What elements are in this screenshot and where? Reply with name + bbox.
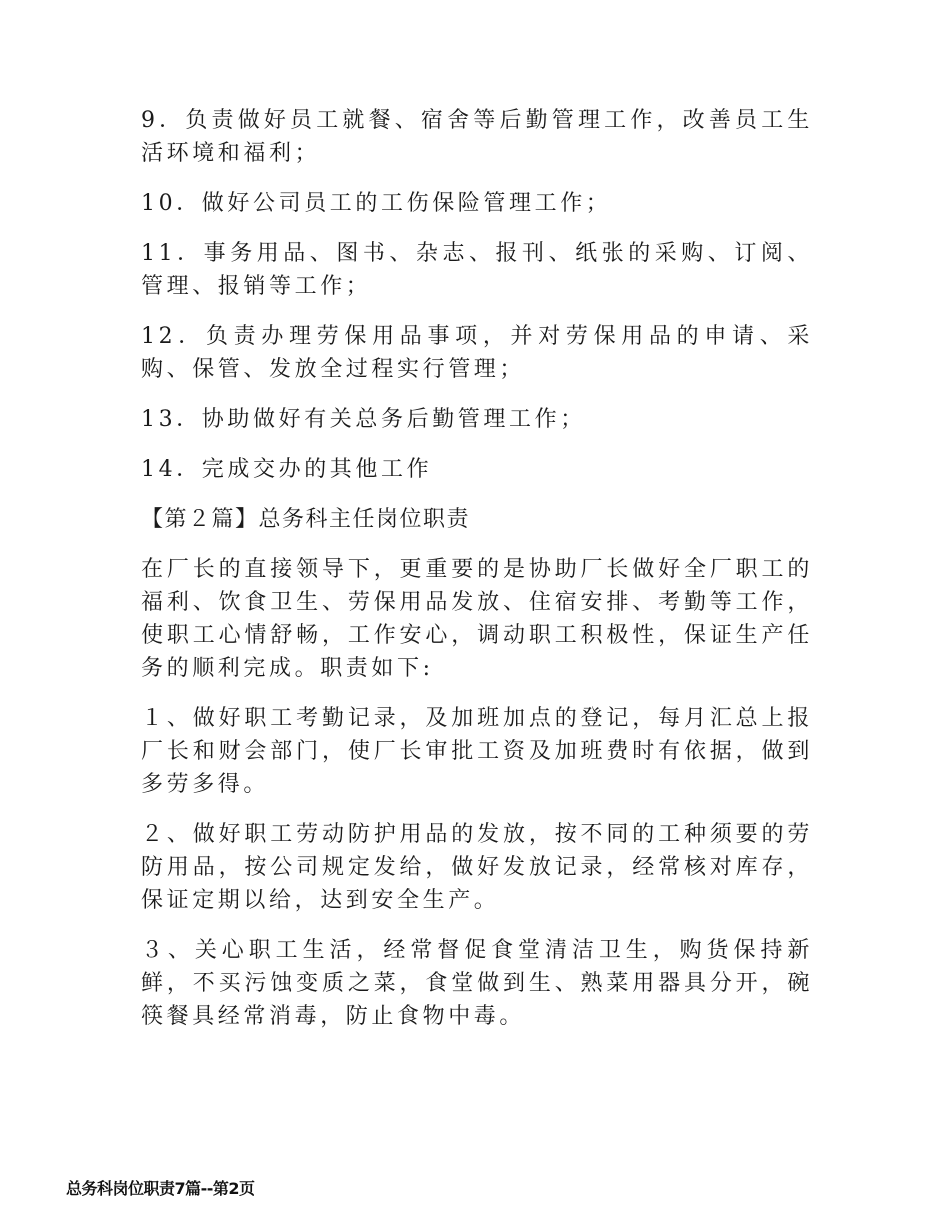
section-intro: 在厂长的直接领导下，更重要的是协助厂长做好全厂职工的福利、饮食卫生、劳保用品发放、住宿安排、考勤等工作，使职工心情舒畅，工作安心，调动职工积极性，保证生产任务的顺利完成。职责如下: [141, 557, 813, 681]
duty-item-1: １、做好职工考勤记录，及加班加点的登记，每月汇总上报厂长和财会部门，使厂长审批工资及加班费时有依据，做到多劳多得。 [141, 706, 813, 797]
duty-item-3: ３、关心职工生活，经常督促食堂清洁卫生，购货保持新鲜，不买污蚀变质之菜，食堂做到生、熟菜用器具分开，碗筷餐具经常消毒，防止食物中毒。 [141, 938, 813, 1029]
paragraph-item-10: 10．做好公司员工的工伤保险管理工作； [141, 191, 612, 216]
paragraph-item-12: 12．负责办理劳保用品事项，并对劳保用品的申请、采购、保管、发放全过程实行管理； [141, 324, 813, 382]
paragraph-item-14: 14．完成交办的其他工作 [141, 457, 433, 482]
paragraph-item-11: 11．事务用品、图书、杂志、报刊、纸张的采购、订阅、管理、报销等工作； [141, 241, 813, 299]
section-heading: 【第２篇】总务科主任岗位职责 [141, 507, 471, 532]
paragraph-item-9: 9．负责做好员工就餐、宿舍等后勤管理工作，改善员工生活环境和福利； [141, 108, 813, 166]
paragraph-item-13: 13．协助做好有关总务后勤管理工作； [141, 407, 586, 432]
duty-item-2: ２、做好职工劳动防护用品的发放，按不同的工种须要的劳防用品，按公司规定发给，做好发放记录，经常核对库存，保证定期以给，达到安全生产。 [141, 822, 813, 913]
page-footer: 总务科岗位职责7篇--第2页 [66, 1179, 255, 1198]
document-body [141, 104, 813, 1050]
